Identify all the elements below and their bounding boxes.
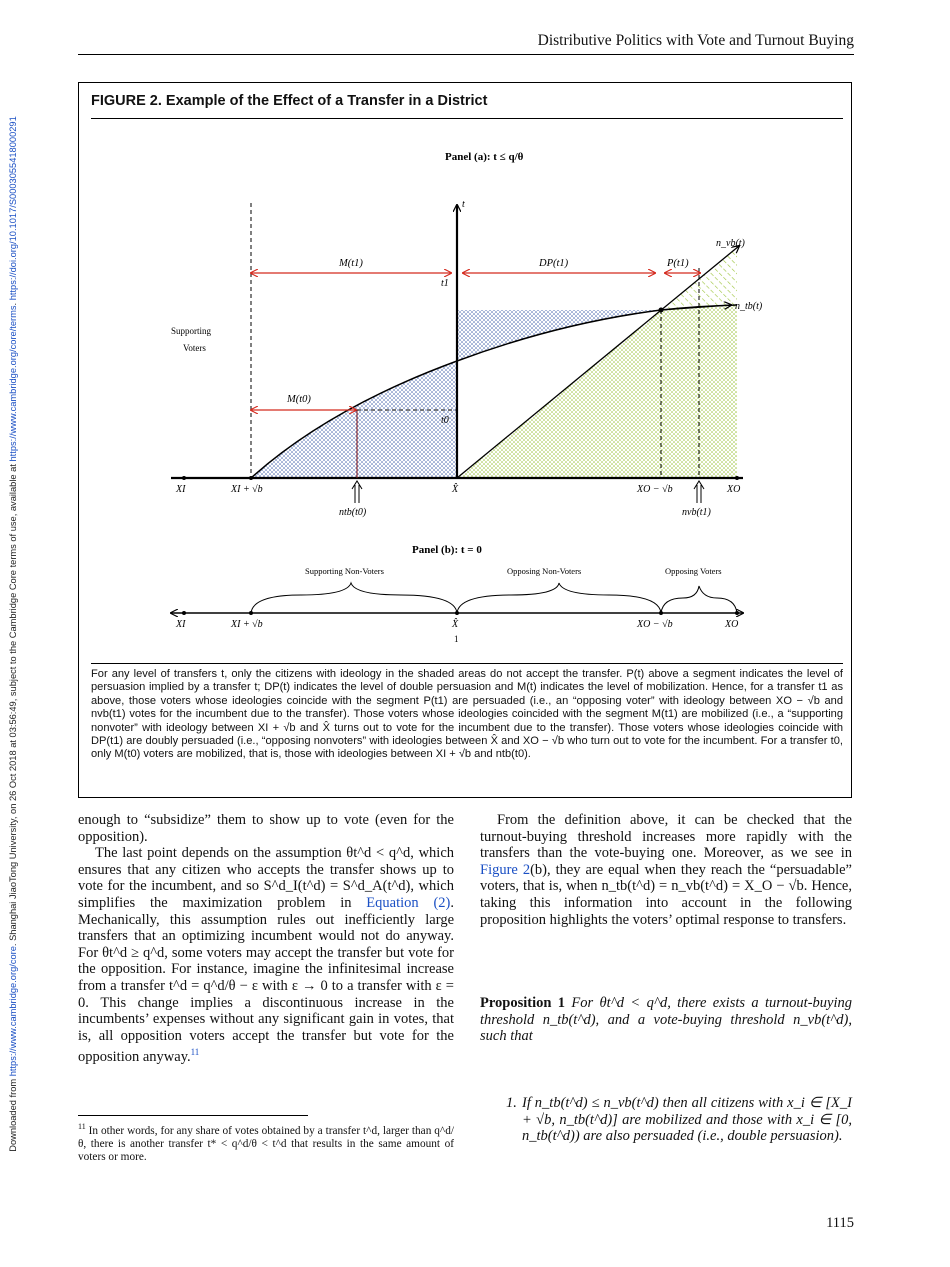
t1-label: t1 (441, 278, 449, 289)
pb-xi-label: XI (176, 619, 186, 630)
caption-rule (91, 663, 843, 664)
left-column (78, 812, 454, 1066)
footnote-11 (78, 1120, 454, 1165)
footnote-rule (78, 1115, 308, 1116)
download-notice (5, 0, 21, 1267)
xi-label: XI (176, 484, 186, 495)
notice-middle: . Shanghai JiaoTong University, on 26 Oct 2018 at 03:56:49, subject to the Cambridge Core terms of use, available at (8, 461, 18, 946)
terms-link[interactable]: https://www.cambridge.org/core/terms (8, 304, 18, 461)
header-rule (78, 54, 854, 55)
brace-opposing-voters (661, 586, 737, 613)
panel-a-label: Panel (a): t ≤ q/θ (445, 151, 524, 163)
opposing-voters-label: Opposing Voters (665, 566, 722, 576)
ntb-t0-label: ntb(t0) (339, 507, 367, 518)
right-p1-part-b: (b), they are equal when they reach the “persuadable” voters, that is, when n_tb(t^d) = n_vb(t^d) = X_O − √b. Hence, taking this information into account in the following proposition highlights the voters’ optimal response to transfers. (480, 861, 852, 928)
proposition-heading: Proposition 1 (480, 995, 566, 1011)
ntb-curve-label: n_tb(t) (735, 301, 763, 312)
proposition-1 (480, 995, 852, 1045)
footnote-number: 11 (78, 1122, 86, 1131)
footnote-ref-11[interactable]: 11 (190, 1047, 200, 1058)
proposition-item-1 (506, 1095, 852, 1145)
supporting-label: Supporting (171, 326, 212, 336)
xo-b-label: XO − √b (637, 484, 673, 495)
figure-title: FIGURE 2. Example of the Effect of a Transfer in a District (91, 93, 488, 109)
figure-caption: For any level of transfers t, only the citizens with ideology in the shaded areas do not accept the transfer. P(t) above a segment indicates the level of persuasion implied by a transfer t; DP(t) indicates the level of double persuasion and M(t) indicates the level of mobilization. Hence, for a transfer t1 as above, those voters whose ideologies coincide with the segment P(t1) are persuaded (i.e., an “opposing voter” with ideology between XO − √b and nvb(t1) votes for the incumbent due to the transfer). Those voters whose ideologies coincided with the segment M(t1) are mobilized (i.e., a “supporting nonvoter” with ideology between XI + √b and X̂ turns out to vote for the incumbent due to the transfer). Those voters whose ideologies coincide with DP(t1) are doubly persuaded (i.e., “opposing nonvoters” with ideologies between X̂ and XO − √b who turn out to vote for the incumbent. For a transfer t0, only M(t0) voters are mobilized, that is, those with ideologies between XI + √b and ntb(t0). (91, 668, 843, 761)
figure-2-link[interactable]: Figure 2 (480, 861, 531, 878)
item-number: 1. (506, 1095, 517, 1111)
pb-xo-b-label: XO − √b (637, 619, 673, 630)
brace-supporting-nonvoters (251, 583, 457, 613)
pb-xhat-label: X̂ (452, 619, 459, 630)
xi-b-label: XI + √b (231, 484, 263, 495)
pb-xi-point (182, 611, 186, 615)
running-title: Distributive Politics with Vote and Turnout Buying (537, 32, 854, 49)
panel-b-label: Panel (b): t = 0 (412, 544, 482, 556)
doi-link[interactable]: https://doi.org/10.1017/S0003055418000291 (8, 115, 18, 300)
nvb-t1-label: nvb(t1) (682, 507, 711, 518)
figure-diagram (79, 83, 851, 663)
xo-label: XO (727, 484, 741, 495)
voters-label: Voters (183, 343, 206, 353)
brace-opposing-nonvoters (457, 583, 661, 613)
left-p2-part-a: The last point depends on the assumption θt^d < q^d, which ensures that any citizen who accepts the transfer shows up to vote for the incumbent, and so S^d_I(t^d) = S^d_A(t^d), which simplifies the maximization problem in (78, 845, 454, 911)
xhat-label: X̂ (452, 484, 459, 495)
left-paragraph-2 (78, 845, 454, 1066)
xi-b-point (249, 476, 253, 480)
t-axis-label: t (462, 199, 465, 210)
pb-xo-label: XO (725, 619, 739, 630)
footnote-text: In other words, for any share of votes obtained by a transfer t^d, larger than q^d/θ, there is another transfer t* < q^d/θ < t^d that results in the same amount of voters or more. (78, 1124, 454, 1164)
pb-xo-b-point (659, 611, 663, 615)
notice-prefix: Downloaded from (8, 1075, 18, 1152)
page-number: 1115 (826, 1215, 854, 1231)
pb-one-label: 1 (454, 634, 459, 644)
supporting-nonvoters-label: Supporting Non-Voters (305, 566, 384, 576)
pb-xi-b-label: XI + √b (231, 619, 263, 630)
dp-t1-label: DP(t1) (539, 258, 569, 269)
m-t0-label: M(t0) (287, 394, 311, 405)
p-t1-label: P(t1) (667, 258, 689, 269)
figure-2 (78, 82, 852, 798)
intersection-point (659, 308, 664, 313)
right-paragraph-1 (480, 812, 852, 928)
left-p2-part-b: . Mechanically, this assumption rules out inefficiently large transfers that an optimizing incumbent would not do anyway. For θt^d ≥ q^d, some voters may accept the transfer but vote for the opposition. For instance, imagine the infinitesimal increase from a transfer t^d = q^d/θ − ε with ε → 0 to a transfer with ε = 0. This change implies a discontinuous increase in the incumbents’ expenses without any significant gain in votes, that is, all opposition voters accept the transfer but vote for the opposition anyway. (78, 894, 454, 1066)
ntb-t0-arrow (352, 481, 362, 503)
item-text: If n_tb(t^d) ≤ n_vb(t^d) then all citizens with x_i ∈ [X_I + √b, n_tb(t^d)] are mobilized and those with x_i ∈ [0, n_tb(t^d)) are also persuaded (i.e., double persuasion). (522, 1095, 852, 1145)
equation-2-link[interactable]: Equation (2) (366, 894, 451, 911)
m-t1-label: M(t1) (339, 258, 363, 269)
notice-sep: . (8, 299, 18, 305)
pb-xi-b-point (249, 611, 253, 615)
pb-xo-point (735, 611, 739, 615)
left-paragraph-1: enough to “subsidize” them to show up to vote (even for the opposition). (78, 812, 454, 845)
right-p1-part-a: From the definition above, it can be checked that the turnout-buying threshold increases more rapidly with the transfers than the vote-buying one. Moreover, as we see in (480, 812, 852, 862)
proposition-text: For θt^d < q^d, there exists a turnout-buying threshold n_tb(t^d), and a vote-buying threshold n_vb(t^d), such that (480, 995, 852, 1045)
xo-point (735, 476, 739, 480)
t0-label: t0 (441, 415, 449, 426)
xi-point (182, 476, 186, 480)
right-column (480, 812, 852, 928)
opposing-nonvoters-label: Opposing Non-Voters (507, 566, 582, 576)
core-link[interactable]: https://www.cambridge.org/core (8, 945, 18, 1076)
pb-xhat-point (455, 611, 459, 615)
nvb-t1-arrow (694, 481, 704, 503)
nvb-curve-label: n_vb(t) (716, 238, 745, 249)
